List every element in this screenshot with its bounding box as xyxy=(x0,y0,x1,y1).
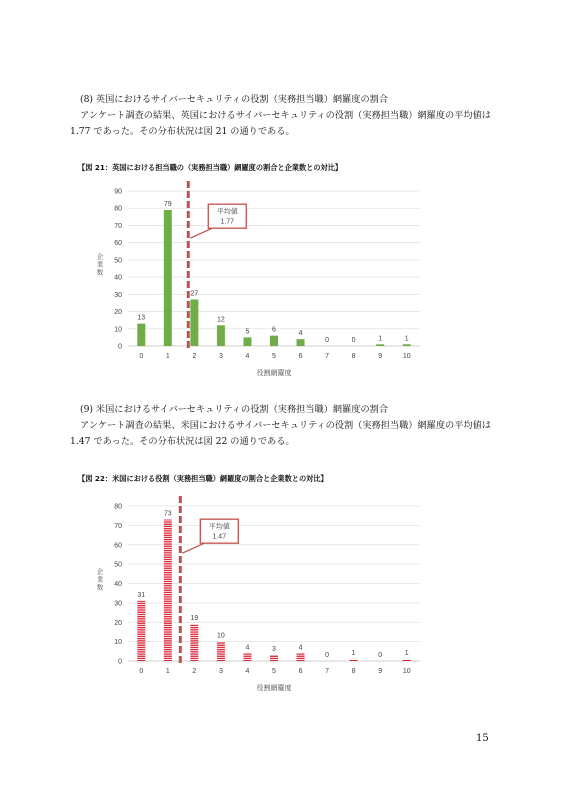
data-label: 79 xyxy=(163,200,172,208)
bar xyxy=(217,642,225,661)
x-tick-label: 2 xyxy=(192,668,197,675)
figure-21-caption: 【図 21：英国における担当職の（実務担当職）網羅度の割合と企業数との対比】 xyxy=(78,163,343,172)
bar xyxy=(403,659,411,661)
y-tick-label: 90 xyxy=(114,188,122,196)
section-9 xyxy=(70,402,510,450)
bar xyxy=(270,336,278,346)
figure-22-caption: 【図 22：米国における役割（実務担当職）網羅度の割合と企業数との対比】 xyxy=(78,474,328,483)
data-label: 13 xyxy=(137,314,146,322)
data-label: 4 xyxy=(245,644,250,652)
x-tick-label: 2 xyxy=(192,353,197,360)
y-tick-label: 70 xyxy=(114,522,122,530)
bar xyxy=(164,210,172,346)
mean-callout-value: 1.77 xyxy=(220,218,235,226)
bar xyxy=(243,337,251,346)
x-tick-label: 10 xyxy=(402,668,411,675)
data-label: 19 xyxy=(190,615,199,623)
data-label: 6 xyxy=(272,326,276,334)
y-tick-label: 0 xyxy=(118,658,122,666)
y-tick-label: 0 xyxy=(118,343,122,351)
data-label: 0 xyxy=(325,652,330,659)
section-8 xyxy=(70,92,510,140)
x-tick-label: 1 xyxy=(165,353,170,360)
data-label: 0 xyxy=(351,337,356,344)
bar xyxy=(403,344,411,346)
data-label: 3 xyxy=(272,646,276,654)
data-label: 0 xyxy=(378,652,383,659)
bar xyxy=(243,653,251,661)
mean-callout-value: 1.47 xyxy=(212,533,227,541)
figure-22-chart xyxy=(88,495,433,695)
y-tick-label: 10 xyxy=(114,639,122,647)
x-tick-label: 9 xyxy=(378,353,383,360)
bar xyxy=(297,653,305,661)
data-label: 10 xyxy=(217,632,225,640)
y-tick-label: 30 xyxy=(114,600,122,608)
section-8-heading: (8) 英国におけるサイバーセキュリティの役割（実務担当職）網羅度の割合 xyxy=(80,94,389,105)
x-tick-label: 3 xyxy=(218,668,223,675)
y-tick-label: 70 xyxy=(114,222,122,230)
bar xyxy=(297,339,305,346)
y-axis-label: 企業数 xyxy=(96,568,104,592)
data-label: 31 xyxy=(137,591,146,599)
y-tick-label: 20 xyxy=(114,619,122,627)
bar xyxy=(190,624,198,661)
figure-22-svg xyxy=(88,495,433,695)
x-tick-label: 9 xyxy=(378,668,383,675)
y-axis-label: 企業数 xyxy=(96,253,104,277)
x-tick-label: 4 xyxy=(245,668,250,675)
bar xyxy=(137,324,145,346)
x-tick-label: 10 xyxy=(402,353,411,360)
x-tick-label: 0 xyxy=(139,353,144,360)
bar xyxy=(137,601,145,661)
mean-callout-label: 平均値 xyxy=(208,523,230,531)
y-tick-label: 60 xyxy=(114,240,122,248)
x-tick-label: 4 xyxy=(245,353,250,360)
x-tick-label: 5 xyxy=(272,353,276,360)
y-tick-label: 80 xyxy=(114,503,122,511)
x-axis-label: 役割網羅度 xyxy=(256,370,292,377)
y-tick-label: 80 xyxy=(114,205,122,213)
data-label: 5 xyxy=(245,328,250,336)
x-tick-label: 6 xyxy=(298,668,303,675)
x-tick-label: 5 xyxy=(272,668,276,675)
data-label: 0 xyxy=(325,337,330,344)
bar xyxy=(217,325,225,346)
bar xyxy=(164,520,172,661)
y-tick-label: 40 xyxy=(114,581,122,588)
x-tick-label: 3 xyxy=(218,353,223,360)
mean-callout-pointer xyxy=(190,228,212,238)
data-label: 4 xyxy=(298,644,303,652)
section-9-heading: (9) 米国におけるサイバーセキュリティの役割（実務担当職）網羅度の割合 xyxy=(80,404,389,415)
figure-21-svg xyxy=(88,180,433,380)
x-tick-label: 7 xyxy=(325,353,330,360)
bar xyxy=(270,655,278,661)
x-tick-label: 0 xyxy=(139,668,144,675)
y-tick-label: 60 xyxy=(114,542,122,550)
page-number: 15 xyxy=(476,733,489,744)
mean-callout-label: 平均値 xyxy=(216,208,238,216)
y-tick-label: 50 xyxy=(114,561,122,569)
x-tick-label: 8 xyxy=(351,353,356,360)
data-label: 1 xyxy=(378,335,383,343)
x-tick-label: 1 xyxy=(165,668,170,675)
data-label: 1 xyxy=(404,650,409,658)
data-label: 27 xyxy=(190,290,199,298)
data-label: 73 xyxy=(163,510,172,518)
y-tick-label: 30 xyxy=(114,291,122,299)
data-label: 1 xyxy=(351,650,356,658)
section-9-body: アンケート調査の結果、米国におけるサイバーセキュリティの役割（実務担当職）網羅度の平均値は 1.47 であった。その分布状況は図 22 の通りである。 xyxy=(70,420,491,447)
y-tick-label: 20 xyxy=(114,309,122,317)
y-tick-label: 10 xyxy=(114,326,122,334)
y-tick-label: 50 xyxy=(114,257,122,265)
x-tick-label: 8 xyxy=(351,668,356,675)
data-label: 4 xyxy=(298,330,303,338)
figure-21-chart xyxy=(88,180,433,380)
x-tick-label: 7 xyxy=(325,668,330,675)
bar xyxy=(190,300,198,347)
data-label: 1 xyxy=(404,335,409,343)
bar xyxy=(376,344,384,346)
y-tick-label: 40 xyxy=(114,274,122,282)
x-tick-label: 6 xyxy=(298,353,303,360)
data-label: 12 xyxy=(217,316,225,324)
section-8-body: アンケート調査の結果、英国におけるサイバーセキュリティの役割（実務担当職）網羅度の平均値は 1.77 であった。その分布状況は図 21 の通りである。 xyxy=(70,110,491,137)
x-axis-label: 役割網羅度 xyxy=(256,685,292,692)
bar xyxy=(350,659,358,661)
